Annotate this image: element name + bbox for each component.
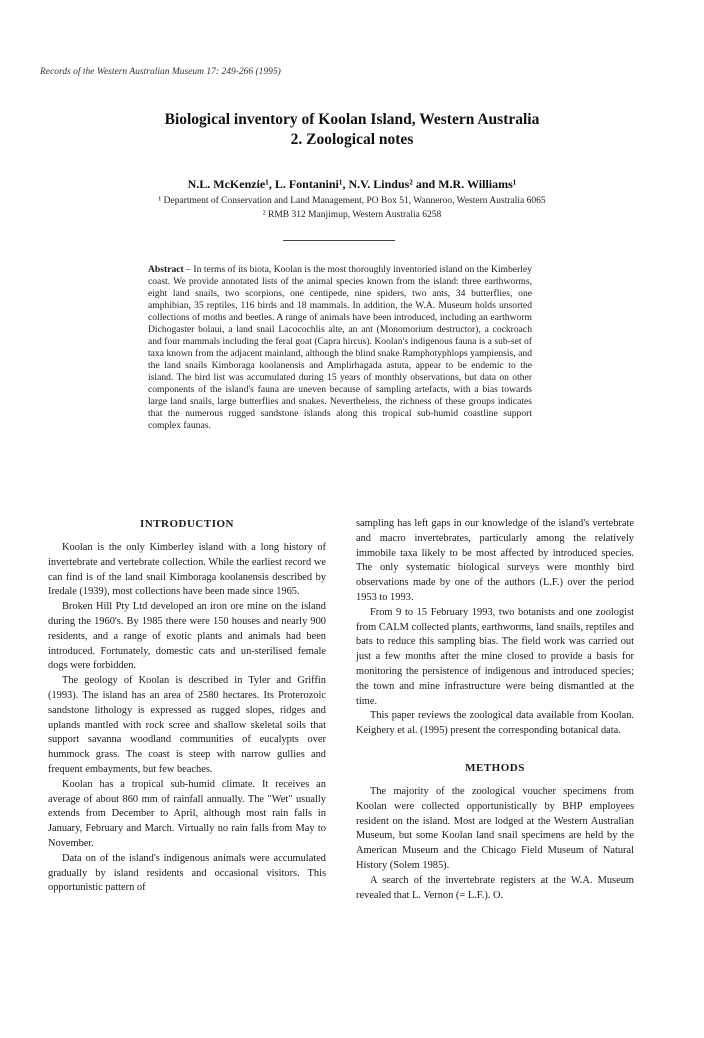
article-title: Biological inventory of Koolan Island, Western Australia	[164, 111, 540, 128]
intro-paragraph: sampling has left gaps in our knowledge of the island's vertebrate and macro invertebrates, particularly among the relatively immobile taxa likely to be most affected by introduced species. The only systematic biological surveys were monthly bird observations made by one of the authors (L.F.) over the period 1953 to 1993.	[356, 518, 634, 603]
affiliation-1: ¹ Department of Conservation and Land Management, PO Box 51, Wanneroo, Western Australia 6065	[158, 196, 546, 206]
left-column	[48, 517, 326, 896]
section-spacer	[356, 739, 634, 761]
intro-paragraph: Data on of the island's indigenous animals were accumulated gradually by island residents and occasional visitors. This opportunistic pattern of	[48, 852, 326, 894]
article-subtitle: 2. Zoological notes	[290, 131, 414, 148]
intro-paragraph: The geology of Koolan is described in Tyler and Griffin (1993). The island has an area of 2580 hectares. Its Proterozoic sandstone lithology is expressed as rugged slopes, ridges and uplands mantled with rock scree and shallow skeletal soils that support savanna woodland communities of eucalypts over hummock grass. The coast is steep with narrow gullies and frequent embayments, but few beaches.	[48, 675, 326, 775]
intro-paragraph: Broken Hill Pty Ltd developed an iron ore mine on the island during the 1960's. By 1985 there were 150 houses and nearly 900 residents, and a range of exotic plants and animals had been introduced. Fortunately, domestic cats and un-sterilised female dogs were forbidden.	[48, 601, 326, 672]
intro-paragraph: Koolan is the only Kimberley island with a long history of invertebrate and vertebrate collection. While the earliest record we can find is of the land snail Kimboraga koolanensis described by Iredale (1939), most collections have been made since 1965.	[48, 542, 326, 598]
methods-paragraph: A search of the invertebrate registers at the W.A. Museum revealed that L. Vernon (= L.F.). O.	[356, 874, 634, 901]
intro-paragraph: From 9 to 15 February 1993, two botanists and one zoologist from CALM collected plants, earthworms, land snails, reptiles and bats to reduce this sampling bias. The field work was carried out just a few months after the mine closed to provide a basis for monitoring the persistence of indigenous and introduced species; the town and mine infrastructure were being dismantled at the time.	[356, 606, 634, 707]
title-divider	[283, 240, 395, 241]
abstract-text: – In terms of its biota, Koolan is the most thoroughly inventoried island on the Kimberley coast. We provide annotated lists of the animal species known from the island: three earthworms, eight land snails, two scorpions, one centipede, nine spiders, two ants, 34 butterflies, one amphibian, 35 reptiles, 116 birds and 18 mammals. In addition, the W.A. Museum holds unsorted collections of moths and beetles. A range of animals have been introduced, including an earthworm Dichogaster bolaui, a land snail Lacocochlis alte, an ant (Monomorium destructor), a cockroach and four mammals including the feral goat (Capra hircus). Koolan's indigenous fauna is a sub-set of taxa known from the adjacent mainland, although the blind snake Ramphotyphlops yampiensis, and the land snails Kimboraga koolanensis and Amplirhagada astuta, appear to be endemic to the island. The bird list was accumulated during 15 years of monthly observations, but data on other components of the island's fauna are uneven because of sampling artefacts, with a bias towards large land snails, large butterflies and snakes. Nevertheless, the richness of these groups indicates that the numerous rugged sandstone islands along this tropical sub-humid coastline support complex faunas.	[148, 264, 532, 431]
author-list: N.L. McKenzie¹, L. Fontanini¹, N.V. Lindus² and M.R. Williams¹	[187, 177, 517, 191]
methods-paragraph: The majority of the zoological voucher specimens from Koolan were collected opportunistically by BHP employees resident on the island. Most are lodged at the Western Australian Museum, but some Koolan land snail specimens are held by the American Museum and the Chicago Field Museum of Natural History (Solem 1985).	[356, 785, 634, 871]
intro-paragraph: This paper reviews the zoological data available from Koolan. Keighery et al. (1995) present the corresponding botanical data.	[356, 710, 634, 737]
methods-heading: METHODS	[465, 761, 525, 774]
affiliation-2: ² RMB 312 Manjimup, Western Australia 6258	[262, 210, 442, 220]
abstract	[148, 264, 532, 432]
intro-paragraph: Koolan has a tropical sub-humid climate. It receives an average of about 860 mm of rainfall annually. The "Wet" usually extends from December to April, although most rain falls in January, February and March. Virtually no rain falls from May to November.	[48, 778, 326, 849]
introduction-heading: INTRODUCTION	[139, 518, 234, 530]
right-column	[356, 517, 634, 903]
abstract-label: Abstract	[148, 264, 184, 275]
running-head: Records of the Western Australian Museum 17: 249-266 (1995)	[40, 67, 281, 77]
